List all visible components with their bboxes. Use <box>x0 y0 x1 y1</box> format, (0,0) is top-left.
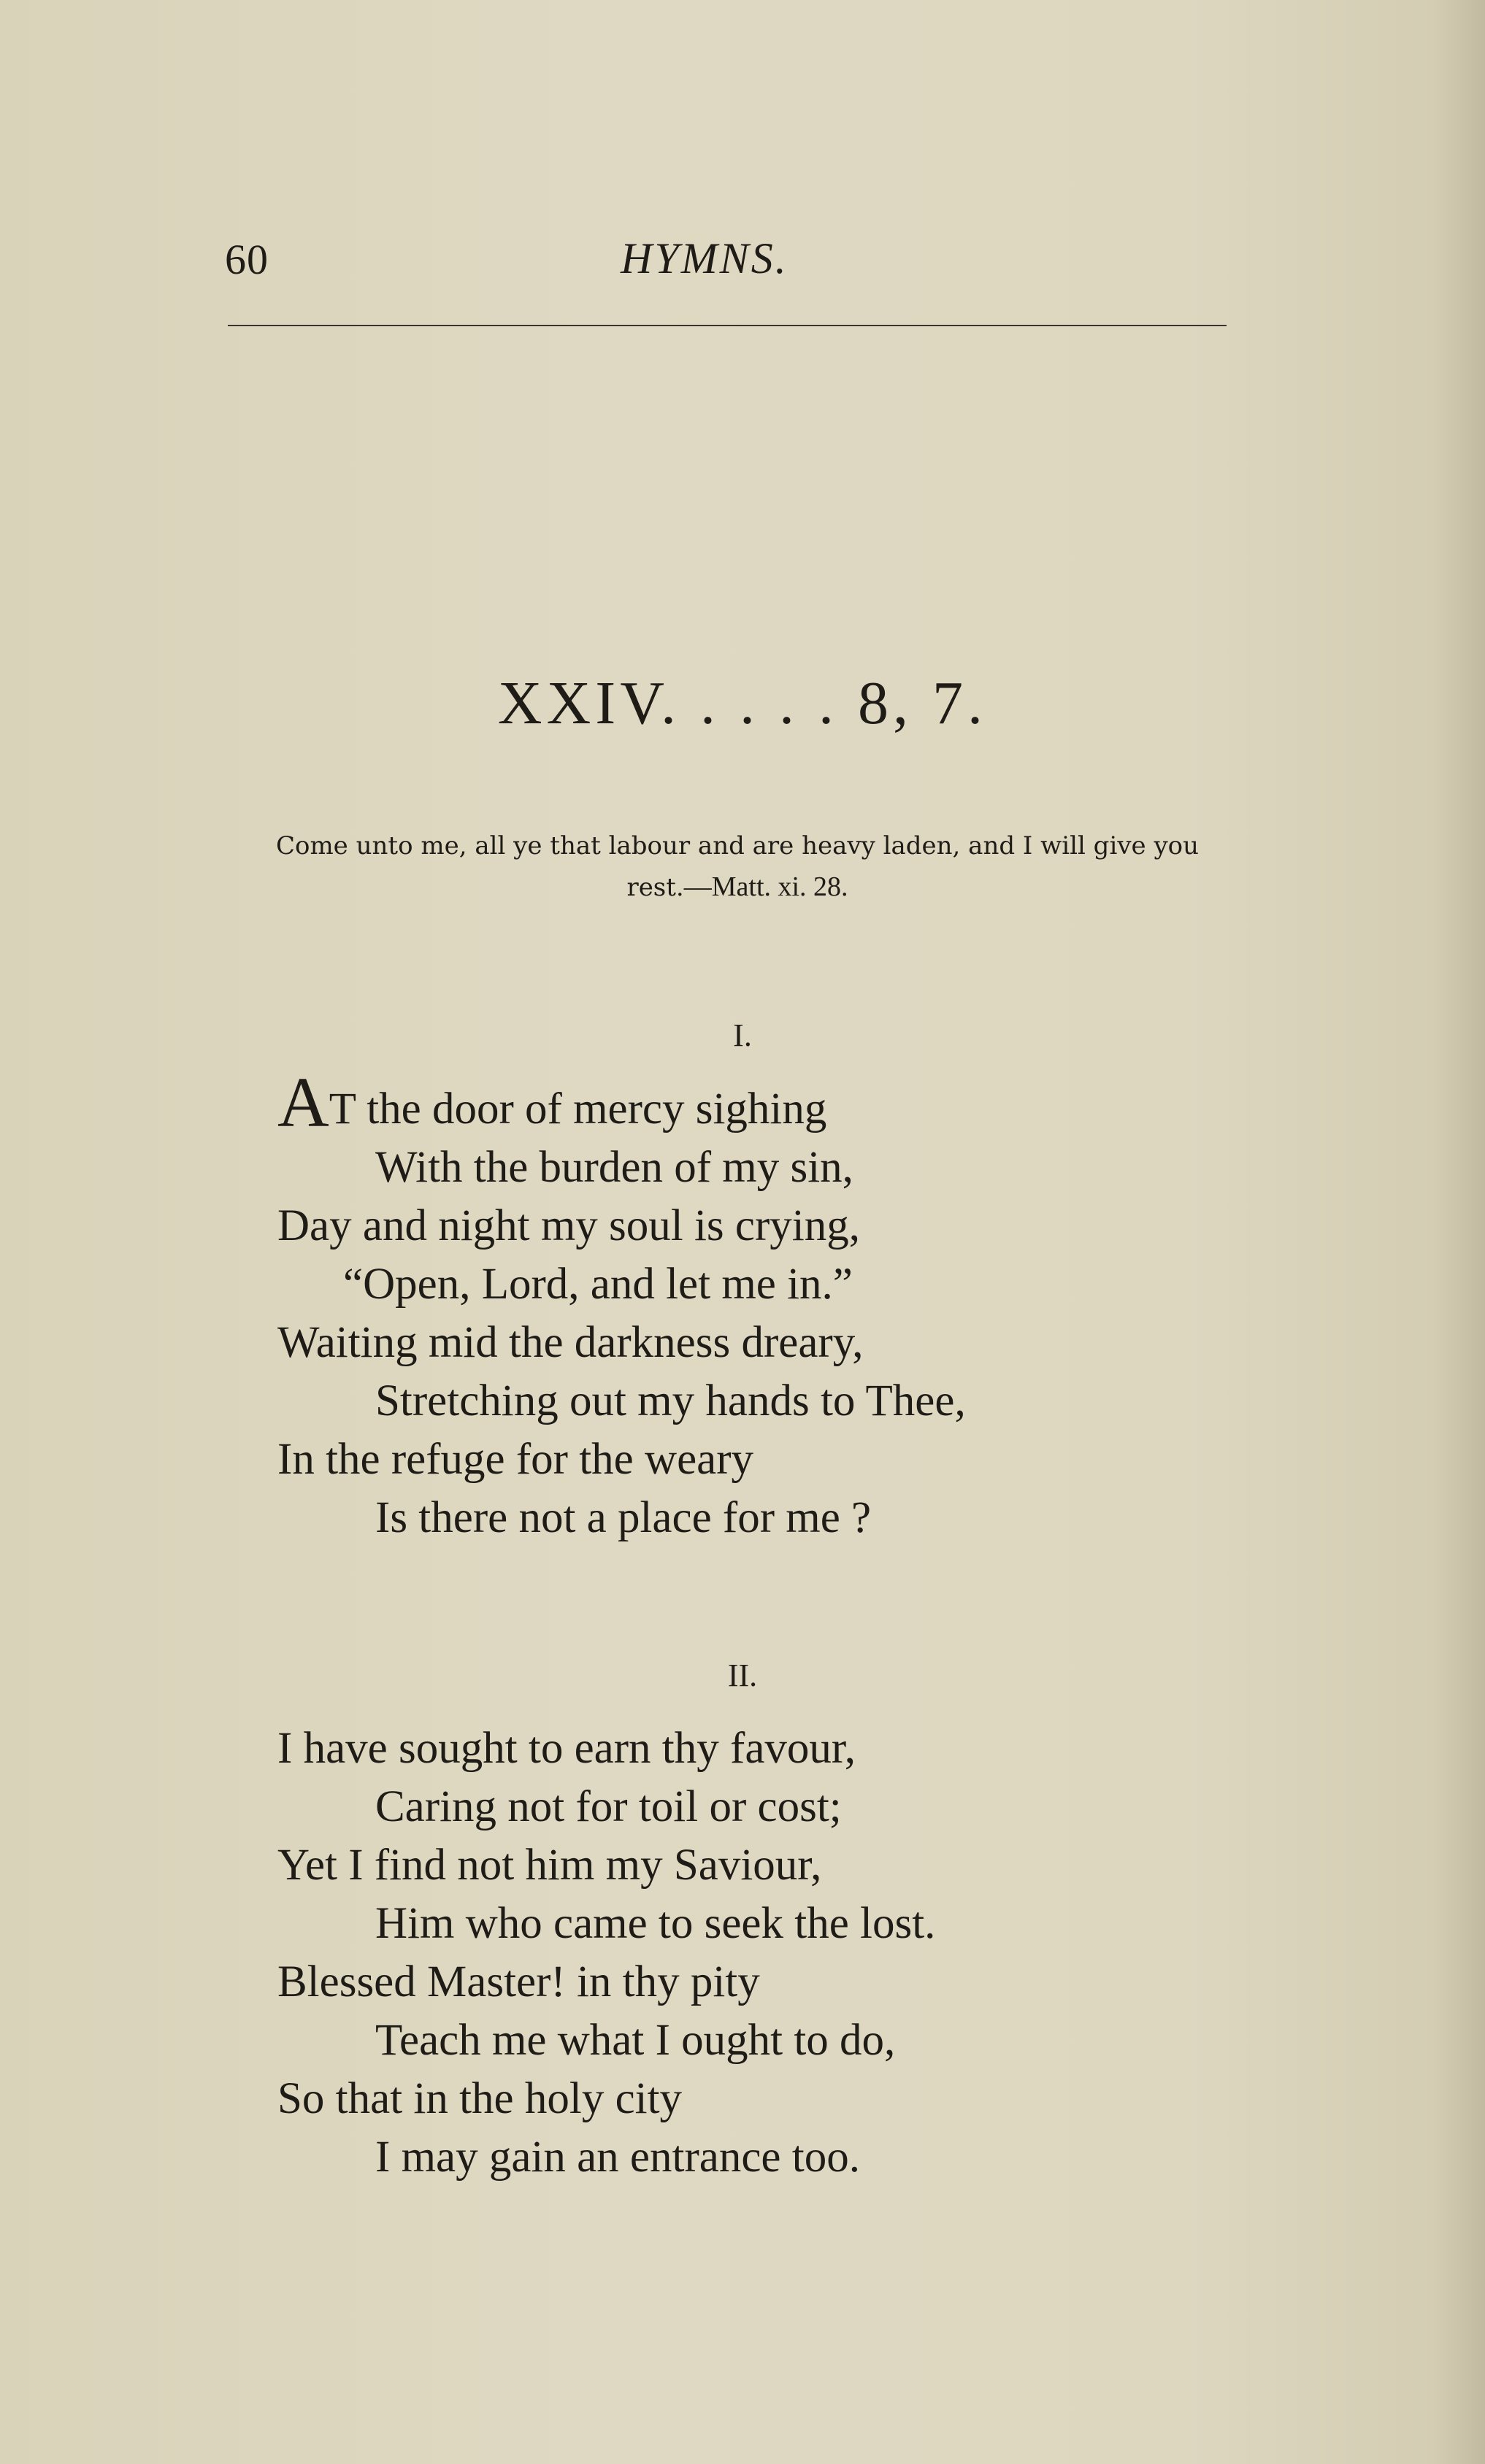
verse-line: Day and night my soul is crying, <box>277 1201 861 1250</box>
verse-line <box>277 1063 966 1142</box>
page-edge-shadow <box>1434 0 1485 2464</box>
epigraph-text: Come unto me, all ye that labour and are heavy laden, and I will give you rest. <box>275 831 1200 902</box>
verse-line: “Open, Lord, and let me in.” <box>343 1260 853 1309</box>
verse-line-text: T the door of mercy sighing <box>329 1085 827 1133</box>
verse-numeral: II. <box>727 1658 758 1693</box>
page-number: 60 <box>225 236 269 283</box>
verse-1 <box>277 1063 966 1547</box>
verse-line: Teach me what I ought to do, <box>375 2016 896 2065</box>
verse-line: Is there not a place for me ? <box>375 1493 872 1542</box>
verse-line: So that in the holy city <box>277 2074 683 2123</box>
epigraph <box>248 825 1227 908</box>
verse-2 <box>277 1720 935 2187</box>
verse-numeral: I. <box>733 1017 752 1053</box>
verse-line: Blessed Master! in thy pity <box>277 1957 760 2006</box>
drop-cap: A <box>277 1063 329 1142</box>
verse-line: Him who came to seek the lost. <box>375 1899 936 1948</box>
verse-line: I may gain an entrance too. <box>375 2133 860 2182</box>
running-title: HYMNS. <box>621 234 788 282</box>
verse-line: Caring not for toil or cost; <box>375 1782 842 1831</box>
hymn-number-and-meter: XXIV. . . . . 8, 7. <box>497 669 988 737</box>
verse-line: Yet I find not him my Saviour, <box>277 1841 822 1890</box>
verse-line: I have sought to earn thy favour, <box>277 1724 856 1773</box>
verse-line: Stretching out my hands to Thee, <box>375 1377 966 1425</box>
header-rule <box>228 325 1227 326</box>
verse-line: Waiting mid the darkness dreary, <box>277 1318 864 1367</box>
verse-line: With the burden of my sin, <box>375 1143 853 1192</box>
epigraph-reference: —Matt. xi. 28. <box>683 871 848 902</box>
verse-line: In the refuge for the weary <box>277 1435 754 1484</box>
